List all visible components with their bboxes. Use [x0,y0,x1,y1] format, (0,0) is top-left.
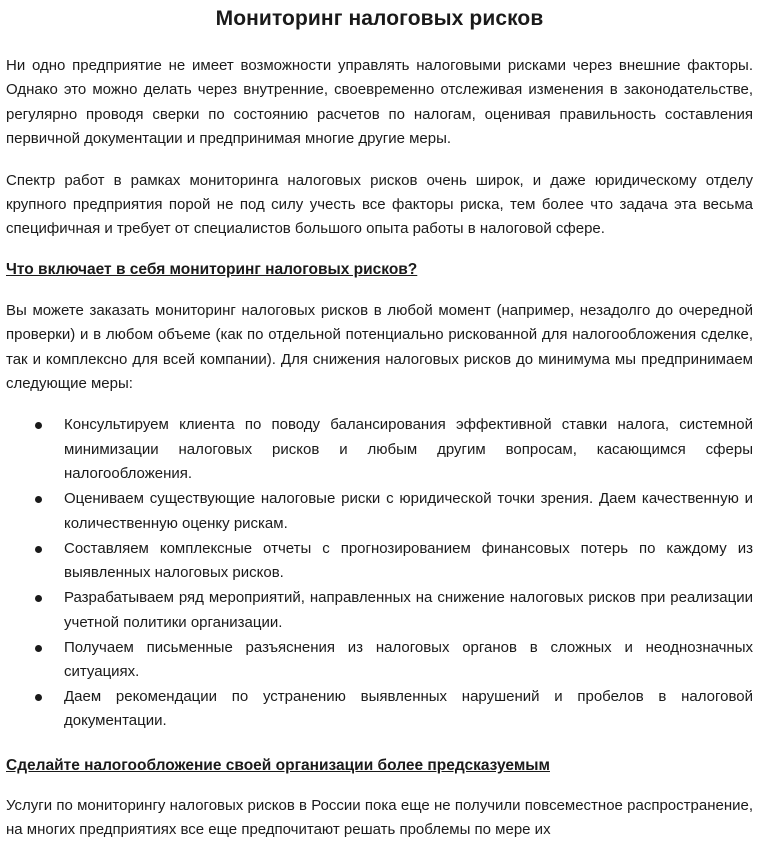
list-item [6,413,753,486]
bullet-icon [35,694,42,701]
list-item [6,487,753,536]
page-title: Мониторинг налоговых рисков [215,7,544,30]
bullet-icon [35,595,42,602]
section-heading-predictable-taxation: Сделайте налогообложение своей организации более предсказуемым [6,756,550,774]
list-item [6,537,753,586]
bullet-icon [35,496,42,503]
intro-paragraph-2: Спектр работ в рамках мониторинга налоговых рисков очень широк, и даже юридическому отделу крупного предприятия порой не под силу учесть все факторы риска, тем более что задача эта весьма специфичная и требует от специалистов большого опыта работы в налоговой сфере. [6,171,753,238]
measures-list [6,413,753,733]
list-item-text: Разрабатываем ряд мероприятий, направленных на снижение налоговых рисков при реализации учетной политики организации. [64,589,753,631]
bullet-icon [35,422,42,429]
list-item [6,586,753,635]
list-item-text: Оцениваем существующие налоговые риски с юридической точки зрения. Даем качественную и количественную оценку рискам. [64,490,753,532]
list-item [6,685,753,734]
list-item-text: Консультируем клиента по поводу балансирования эффективной ставки налога, системной минимизации налоговых рисков и любым другим вопросам, касающимся сферы налогообложения. [64,416,753,483]
list-item-text: Даем рекомендации по устранению выявленных нарушений и пробелов в налоговой документации. [64,687,753,730]
list-item [6,636,753,685]
section2-paragraph: Услуги по мониторингу налоговых рисков в России пока еще не получили повсеместное распространение, на многих предприятиях все еще предпочитают решать проблемы по мере их [6,796,753,839]
bullet-icon [35,546,42,553]
list-item-text: Составляем комплексные отчеты с прогнозированием финансовых потерь по каждому из выявленных налоговых рисков. [64,539,753,582]
bullet-icon [35,645,42,652]
list-item-text: Получаем письменные разъяснения из налоговых органов в сложных и неоднозначных ситуациях. [64,638,753,680]
section-heading-monitoring-includes: Что включает в себя мониторинг налоговых рисков? [6,260,418,278]
section1-paragraph: Вы можете заказать мониторинг налоговых рисков в любой момент (например, незадолго до очередной проверки) и в любом объеме (как по отдельной потенциально рискованной для налогообложения сделке, так и комплексно для всей компании). Для снижения налоговых рисков до минимума мы предпринимаем следующие меры: [6,301,753,393]
intro-paragraph-1: Ни одно предприятие не имеет возможности управлять налоговыми рисками через внешние факторы. Однако это можно делать через внутренние, своевременно отслеживая изменения в законодательстве, регулярно проводя сверки по состоянию расчетов по налогам, оценивая правильность составления первичной документации и предпринимая многие другие меры. [6,57,753,148]
